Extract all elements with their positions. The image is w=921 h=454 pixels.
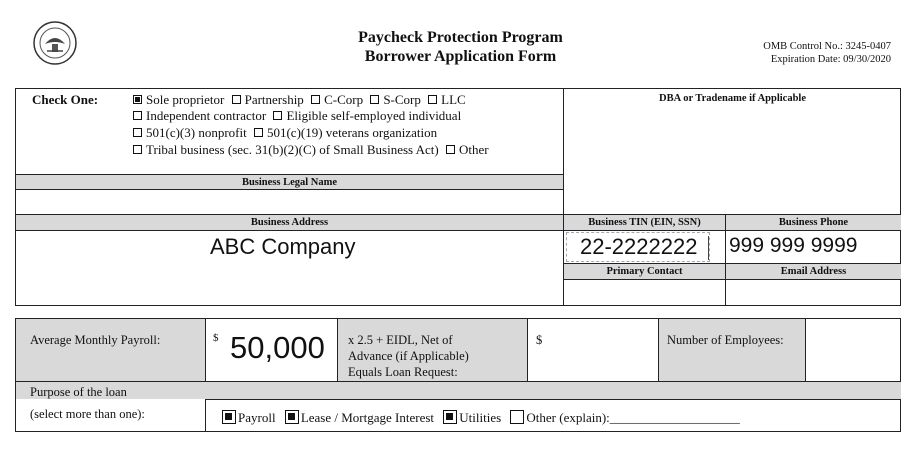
- entity-checkbox-c-corp[interactable]: [311, 95, 320, 104]
- primary-contact-label: Primary Contact: [606, 266, 683, 277]
- payroll-dollar-sign: $: [213, 332, 219, 344]
- entity-type-row-1: [133, 92, 466, 108]
- entity-label: Eligible self-employed individual: [286, 108, 462, 123]
- entity-label: 501(c)(19) veterans organization: [266, 125, 438, 140]
- email-field[interactable]: [726, 280, 901, 305]
- title-form: Borrower Application Form: [364, 48, 557, 65]
- entity-checkbox-independent-contractor[interactable]: [133, 111, 142, 120]
- phone-label: Business Phone: [778, 217, 849, 228]
- purpose-label-other: Other (explain):____________________: [526, 410, 740, 425]
- entity-label: Sole proprietor: [146, 92, 225, 107]
- purpose-checkbox-lease-mortgage[interactable]: [285, 410, 299, 424]
- dba-field[interactable]: [564, 106, 901, 188]
- legal-name-label: Business Legal Name: [241, 177, 338, 188]
- purpose-checkbox-other[interactable]: [510, 410, 524, 424]
- entity-label: Tribal business (sec. 31(b)(2)(C) of Small Business Act): [146, 142, 439, 157]
- entity-checkbox-sole-proprietor[interactable]: [133, 95, 142, 104]
- entity-checkbox-501c3[interactable]: [133, 128, 142, 137]
- purpose-checkbox-payroll[interactable]: [222, 410, 236, 424]
- entity-type-row-3: [133, 125, 437, 141]
- primary-contact-field[interactable]: [564, 280, 725, 305]
- omb-control: OMB Control No.: 3245-0407: [763, 41, 891, 52]
- purpose-options: [222, 410, 740, 426]
- loan-dollar-sign: $: [536, 333, 543, 347]
- legal-name-field[interactable]: [16, 190, 563, 214]
- entity-type-row-4: [133, 142, 489, 158]
- purpose-checkbox-utilities[interactable]: [443, 410, 457, 424]
- entity-type-row-2: [133, 108, 461, 124]
- expiration-date: Expiration Date: 09/30/2020: [770, 54, 891, 65]
- phone-field[interactable]: 999 999 9999: [729, 234, 858, 257]
- title-program: Paycheck Protection Program: [358, 29, 563, 46]
- multiplier-text: [348, 332, 469, 380]
- address-field[interactable]: ABC Company: [210, 234, 356, 259]
- entity-label: 501(c)(3) nonprofit: [146, 125, 247, 140]
- employees-field[interactable]: [806, 319, 900, 380]
- tin-label: Business TIN (EIN, SSN): [588, 217, 701, 228]
- payroll-amount-field[interactable]: 50,000: [230, 330, 325, 365]
- employees-label: Number of Employees:: [667, 333, 784, 347]
- entity-checkbox-s-corp[interactable]: [370, 95, 379, 104]
- payroll-label: Average Monthly Payroll:: [30, 333, 161, 347]
- entity-checkbox-llc[interactable]: [428, 95, 437, 104]
- check-one-label: Check One:: [32, 92, 99, 107]
- entity-checkbox-partnership[interactable]: [232, 95, 241, 104]
- entity-label: Partnership: [244, 92, 304, 107]
- multiplier-line-3: Equals Loan Request:: [348, 365, 458, 379]
- entity-label: C-Corp: [324, 92, 364, 107]
- entity-checkbox-501c19[interactable]: [254, 128, 263, 137]
- address-label: Business Address: [250, 217, 329, 228]
- purpose-label-payroll: Payroll: [238, 410, 276, 425]
- loan-request-field[interactable]: [546, 324, 654, 376]
- tin-field[interactable]: 22-2222222: [580, 234, 698, 259]
- entity-checkbox-other[interactable]: [446, 145, 455, 154]
- purpose-sublabel: (select more than one):: [30, 407, 145, 421]
- dba-label: DBA or Tradename if Applicable: [658, 93, 806, 104]
- omb-info: [763, 40, 891, 66]
- purpose-label-utilities: Utilities: [459, 410, 502, 425]
- purpose-label: Purpose of the loan: [30, 385, 127, 399]
- multiplier-line-1: x 2.5 + EIDL, Net of: [348, 333, 453, 347]
- multiplier-line-2: Advance (if Applicable): [348, 349, 469, 363]
- entity-label: Independent contractor: [146, 108, 267, 123]
- entity-label: Other: [458, 142, 489, 157]
- purpose-label-lease-mortgage: Lease / Mortgage Interest: [300, 410, 435, 425]
- entity-checkbox-tribal-business[interactable]: [133, 145, 142, 154]
- email-label: Email Address: [780, 266, 847, 277]
- entity-label: LLC: [441, 92, 466, 107]
- entity-label: S-Corp: [383, 92, 421, 107]
- entity-checkbox-self-employed[interactable]: [273, 111, 282, 120]
